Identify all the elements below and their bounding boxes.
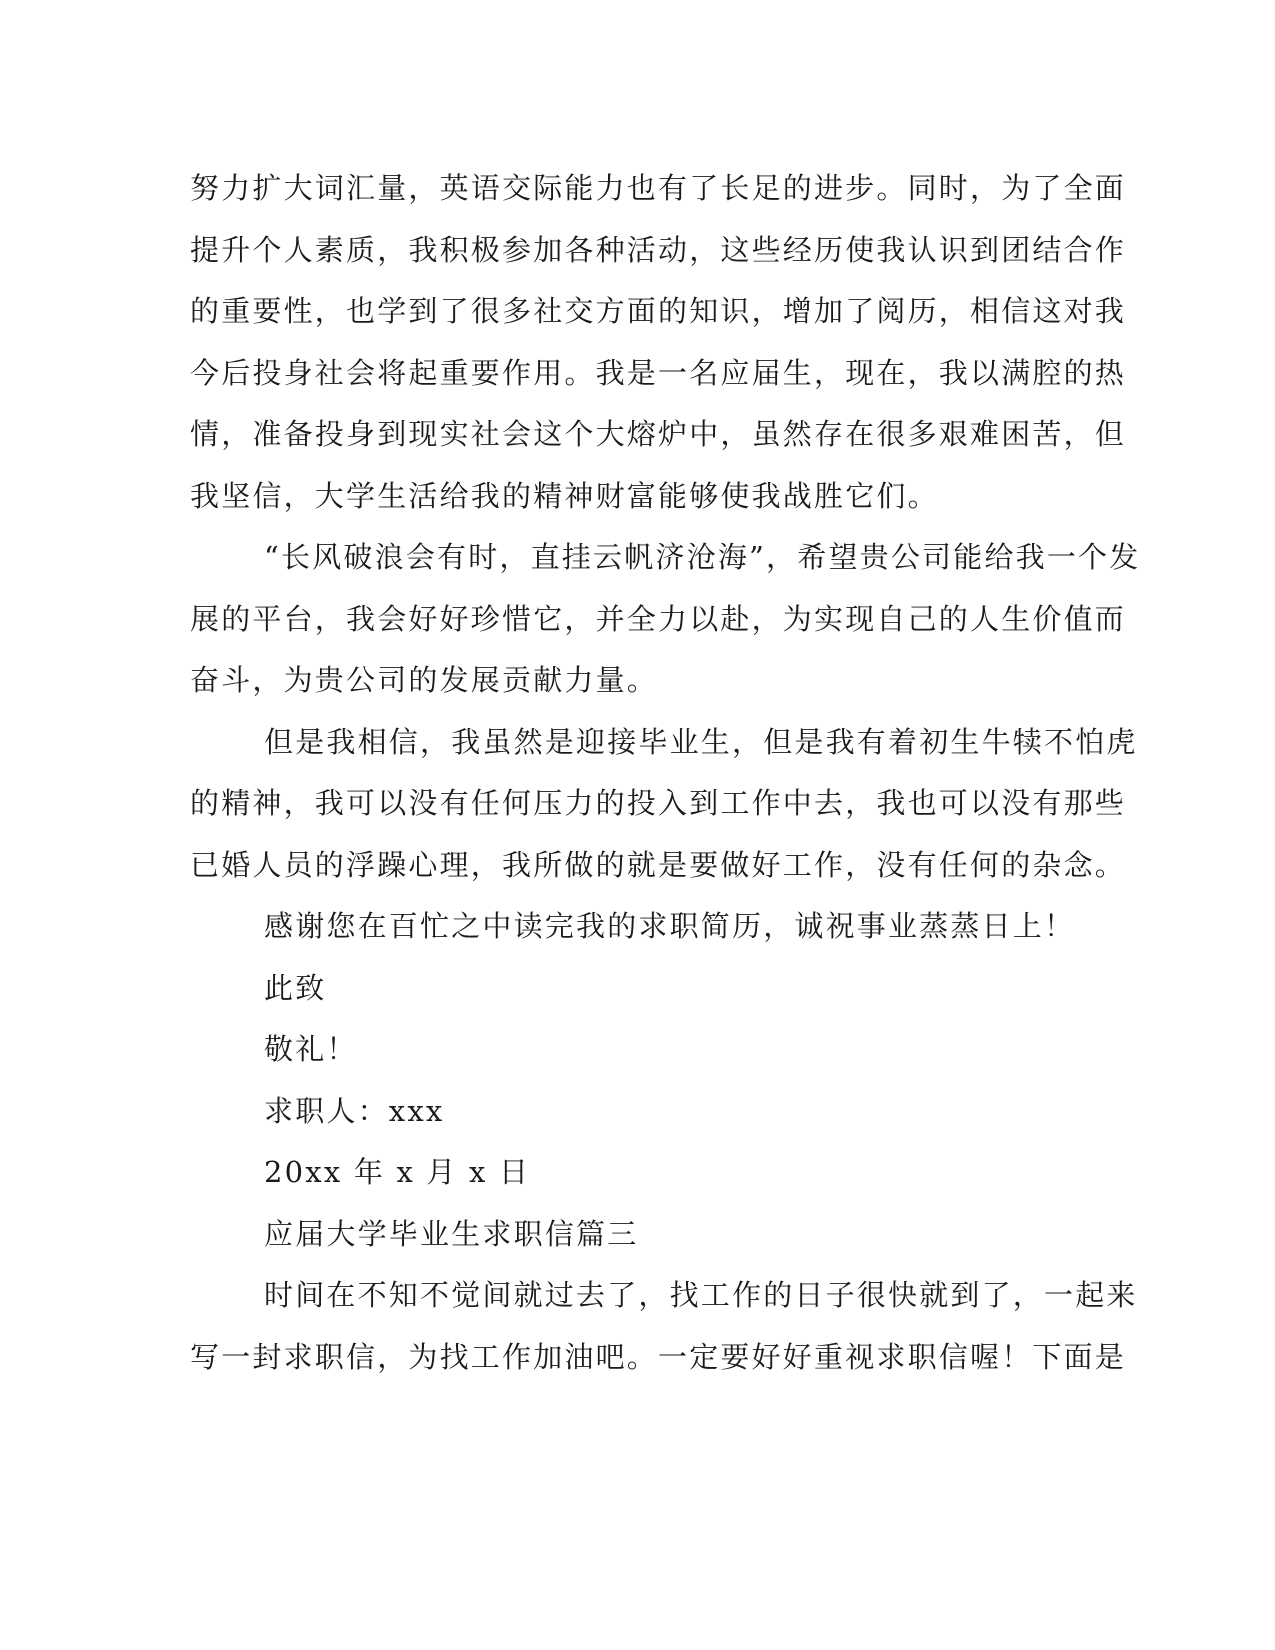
salutation-line: 此致 — [264, 970, 327, 1005]
text-line: 写一封求职信，为找工作加油吧。一定要好好重视求职信喔！下面是 — [190, 1339, 1127, 1374]
date-line: 20xx 年 x 月 x 日 — [264, 1155, 531, 1189]
text-line: 已婚人员的浮躁心理，我所做的就是要做好工作，没有任何的杂念。 — [190, 847, 1127, 882]
text-line: “长风破浪会有时，直挂云帆济沧海”，希望贵公司能给我一个发 — [264, 540, 1141, 574]
text-line: 努力扩大词汇量，英语交际能力也有了长足的进步。同时，为了全面 — [190, 171, 1127, 205]
text-line: 的精神，我可以没有任何压力的投入到工作中去，我也可以没有那些 — [190, 786, 1127, 820]
text-line: 我坚信，大学生活给我的精神财富能够使我战胜它们。 — [190, 478, 939, 513]
signature-line: 求职人：xxx — [264, 1093, 445, 1128]
text-line: 今后投身社会将起重要作用。我是一名应届生，现在，我以满腔的热 — [190, 355, 1127, 390]
text-line: 时间在不知不觉间就过去了，找工作的日子很快就到了，一起来 — [264, 1278, 1138, 1312]
closing-line: 感谢您在百忙之中读完我的求职简历，诚祝事业蒸蒸日上！ — [264, 909, 1076, 943]
section-title: 应届大学毕业生求职信篇三 — [264, 1216, 639, 1251]
text-line: 的重要性，也学到了很多社交方面的知识，增加了阅历，相信这对我 — [190, 294, 1127, 328]
text-line: 情，准备投身到现实社会这个大熔炉中，虽然存在很多艰难困苦，但 — [190, 417, 1127, 451]
text-line: 提升个人素质，我积极参加各种活动，这些经历使我认识到团结合作 — [190, 232, 1127, 267]
letter-body — [190, 158, 1141, 1388]
text-line: 奋斗，为贵公司的发展贡献力量。 — [190, 663, 659, 697]
salutation-line: 敬礼！ — [264, 1032, 358, 1066]
text-line: 但是我相信，我虽然是迎接毕业生，但是我有着初生牛犊不怕虎 — [264, 724, 1138, 759]
text-line: 展的平台，我会好好珍惜它，并全力以赴，为实现自己的人生价值而 — [190, 601, 1127, 636]
